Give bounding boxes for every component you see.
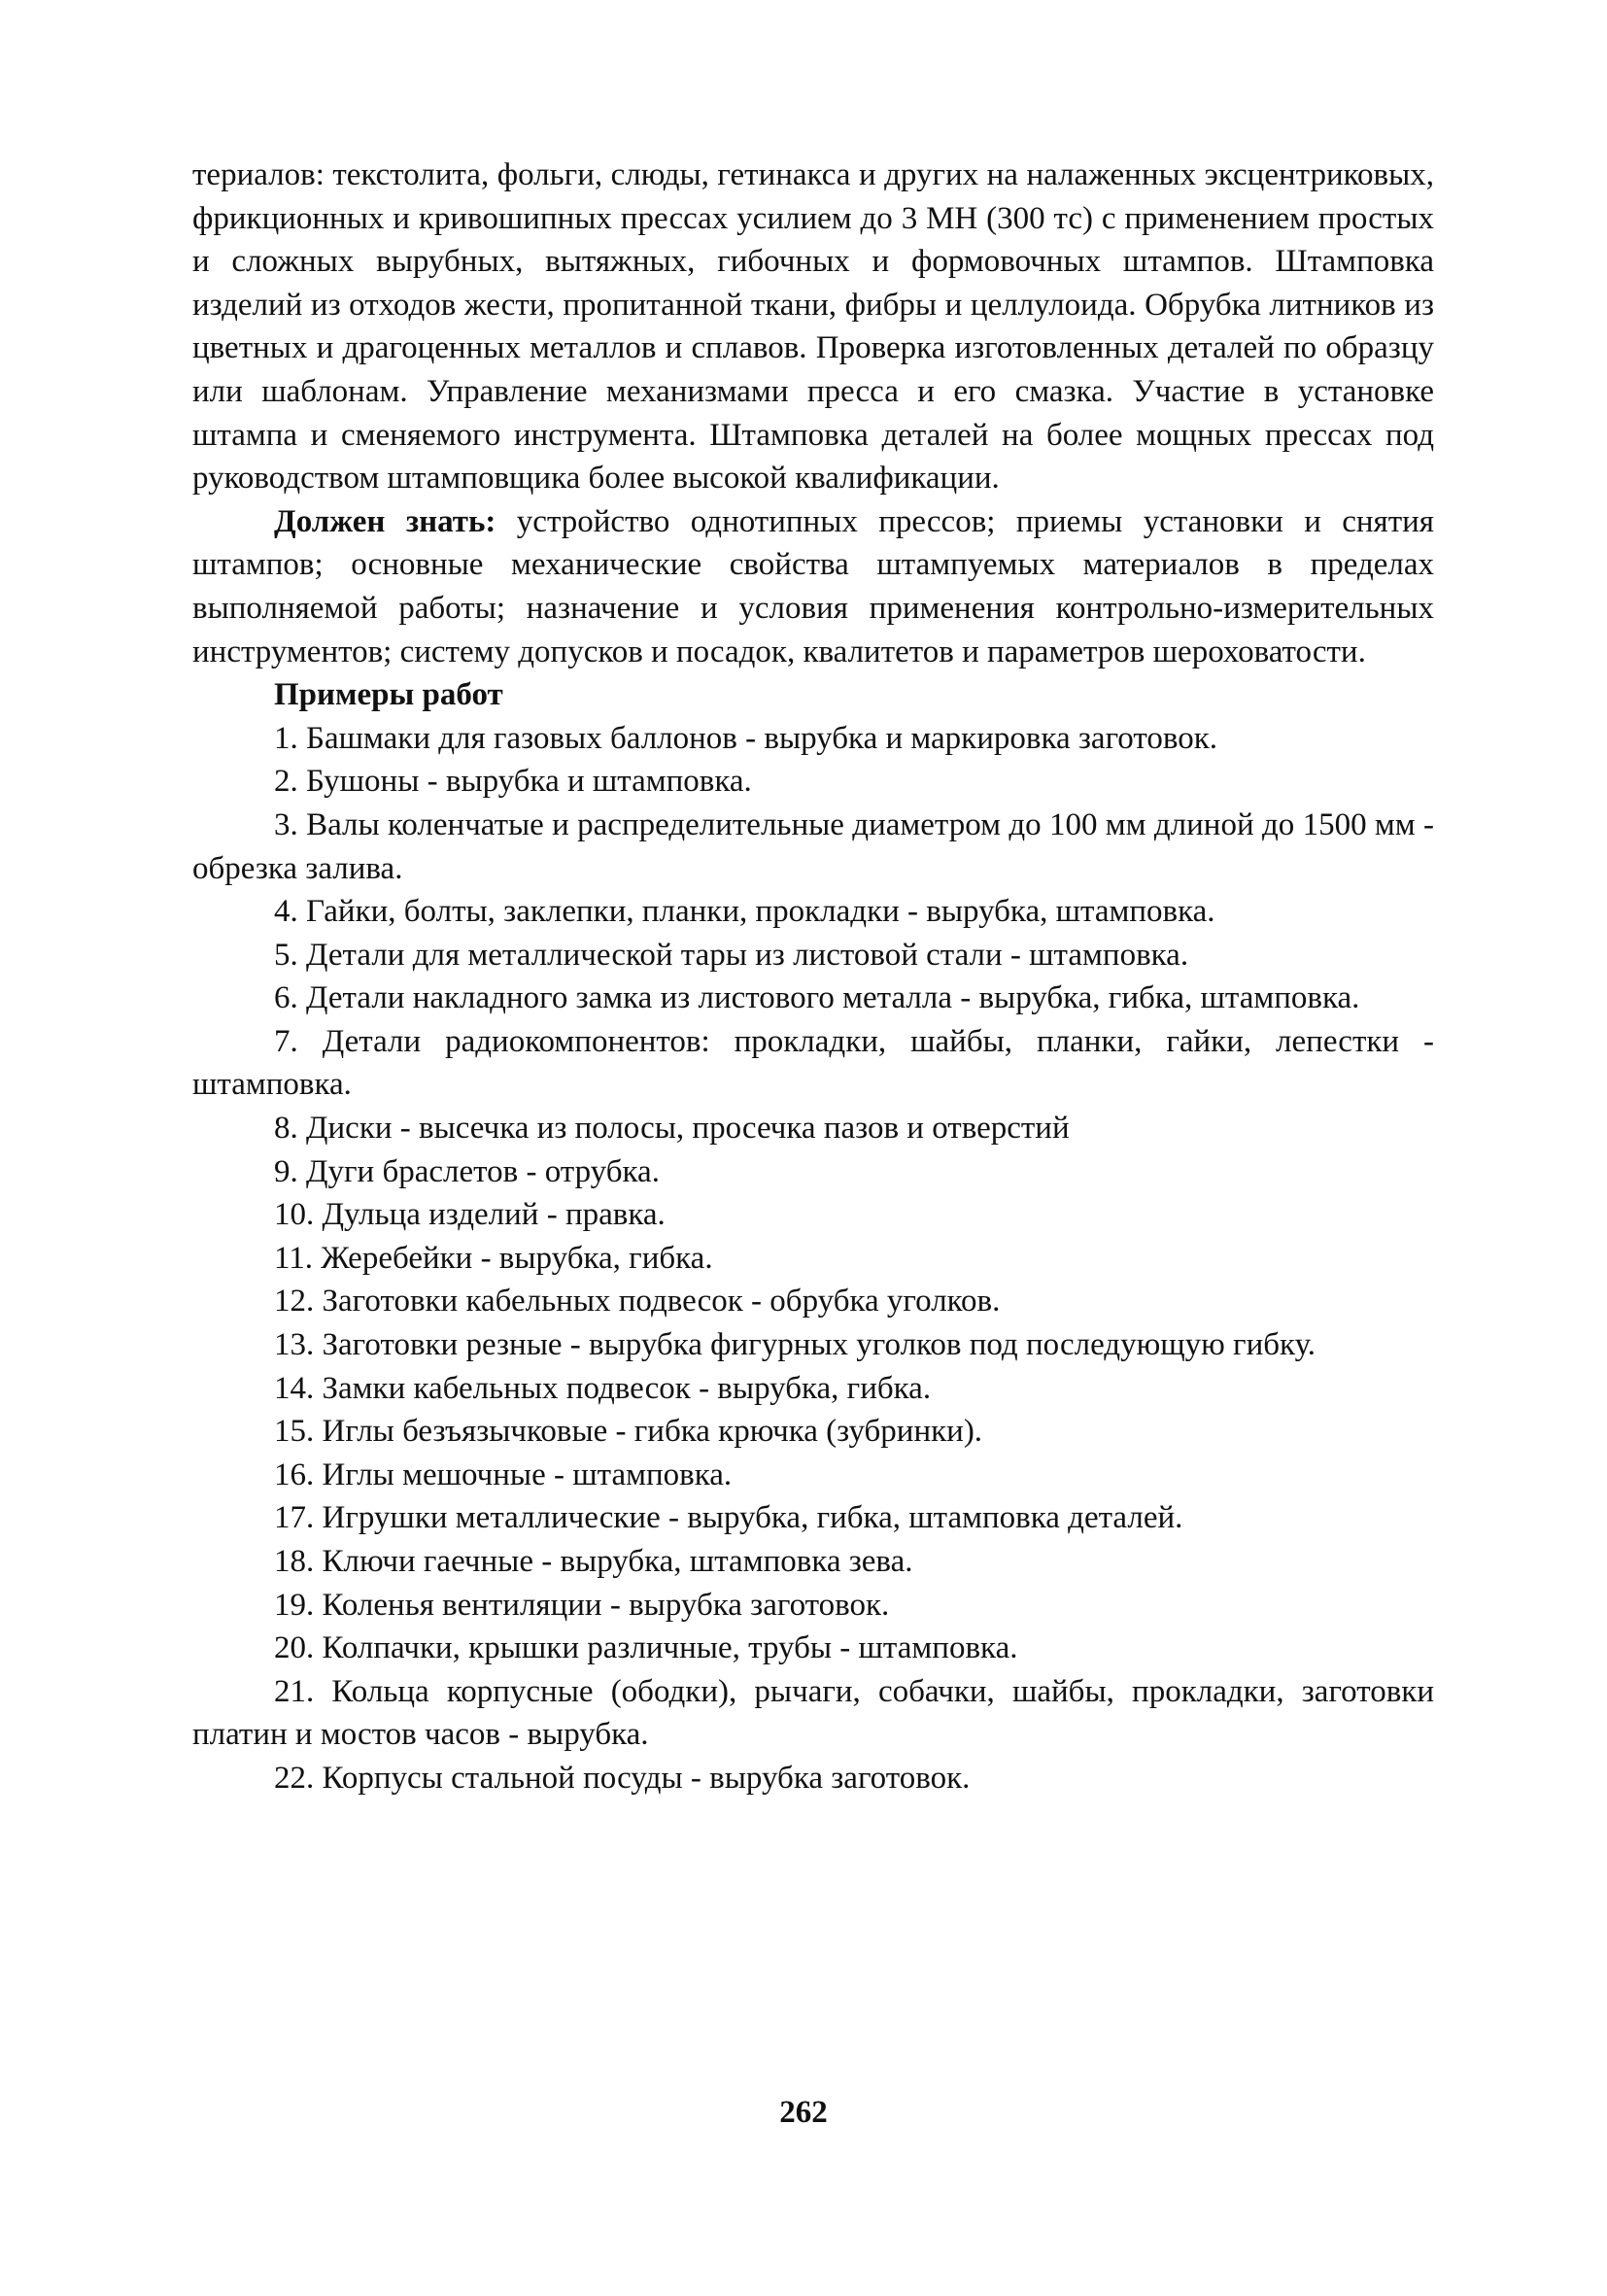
list-item: 7. Детали радиокомпонентов: прокладки, шайбы, планки, гайки, лепестки - штамповка. (192, 1023, 1434, 1103)
list-item: 9. Дуги браслетов - отрубка. (274, 1153, 660, 1189)
examples-list (192, 717, 1434, 1800)
knowledge-label: Должен знать: (274, 503, 496, 539)
list-item: 3. Валы коленчатые и распределительные диаметром до 100 мм длиной до 1500 мм - обрезка залива. (192, 806, 1434, 886)
examples-heading: Примеры работ (274, 677, 503, 713)
list-item: 20. Колпачки, крышки различные, трубы - штамповка. (274, 1630, 1018, 1666)
list-item: 21. Кольца корпусные (ободки), рычаги, собачки, шайбы, прокладки, заготовки платин и мостов часов - вырубка. (192, 1673, 1434, 1753)
list-item: 13. Заготовки резные - вырубка фигурных уголков под последующую гибку. (274, 1327, 1316, 1363)
list-item: 2. Бушоны - вырубка и штамповка. (274, 764, 752, 800)
list-item: 19. Коленья вентиляции - вырубка заготовок. (274, 1587, 890, 1623)
list-item: 6. Детали накладного замка из листового металла - вырубка, гибка, штамповка. (274, 980, 1360, 1016)
list-item: 12. Заготовки кабельных подвесок - обрубка уголков. (274, 1284, 1001, 1319)
list-item: 18. Ключи гаечные - вырубка, штамповка зева. (274, 1544, 913, 1579)
page-number: 262 (779, 2095, 828, 2130)
list-item: 16. Иглы мешочные - штамповка. (274, 1456, 733, 1492)
list-item: 14. Замки кабельных подвесок - вырубка, гибка. (274, 1370, 932, 1406)
list-item: 22. Корпусы стальной посуды - вырубка заготовок. (274, 1760, 971, 1796)
page-body (192, 154, 1434, 1800)
list-item: 17. Игрушки металлические - вырубка, гибка, штамповка деталей. (274, 1500, 1183, 1536)
list-item: 10. Дульца изделий - правка. (274, 1197, 666, 1233)
list-item: 1. Башмаки для газовых баллонов - вырубка и маркировка заготовок. (274, 720, 1217, 756)
list-item: 15. Иглы безъязычковые - гибка крючка (зубринки). (274, 1414, 983, 1450)
knowledge-text: устройство однотипных прессов; приемы установки и снятия штампов; основные механические свойства штампуемых материалов в пределах выполняемой работы; назначение и условия применения контрольно-измерительных инструментов; систему допусков и посадок, квалитетов и параметров шероховатости. (192, 503, 1434, 669)
list-item: 4. Гайки, болты, заклепки, планки, прокладки - вырубка, штамповка. (274, 894, 1215, 930)
list-item: 11. Жеребейки - вырубка, гибка. (274, 1240, 713, 1276)
knowledge-paragraph (192, 500, 1434, 673)
list-item: 8. Диски - высечка из полосы, просечка пазов и отверстий (274, 1111, 1070, 1147)
list-item: 5. Детали для металлической тары из листовой стали - штамповка. (274, 937, 1189, 973)
intro-paragraph: териалов: текстолита, фольги, слюды, гетинакса и других на налаженных эксцентриковых, фрикционных и кривошипных прессах усилием до 3 МН (300 тс) с применением простых и сложных вырубных, вытяжных, гибочных и формовочных штампов. Штамповка изделий из отходов жести, пропитанной ткани, фибры и целлулоида. Обрубка литников из цветных и драгоценных металлов и сплавов. Проверка изготовленных деталей по образцу или шаблонам. Управление механизмами пресса и его смазка. Участие в установке штампа и сменяемого инструмента. Штамповка деталей на более мощных прессах под руководством штамповщика более высокой квалификации. (192, 157, 1434, 497)
